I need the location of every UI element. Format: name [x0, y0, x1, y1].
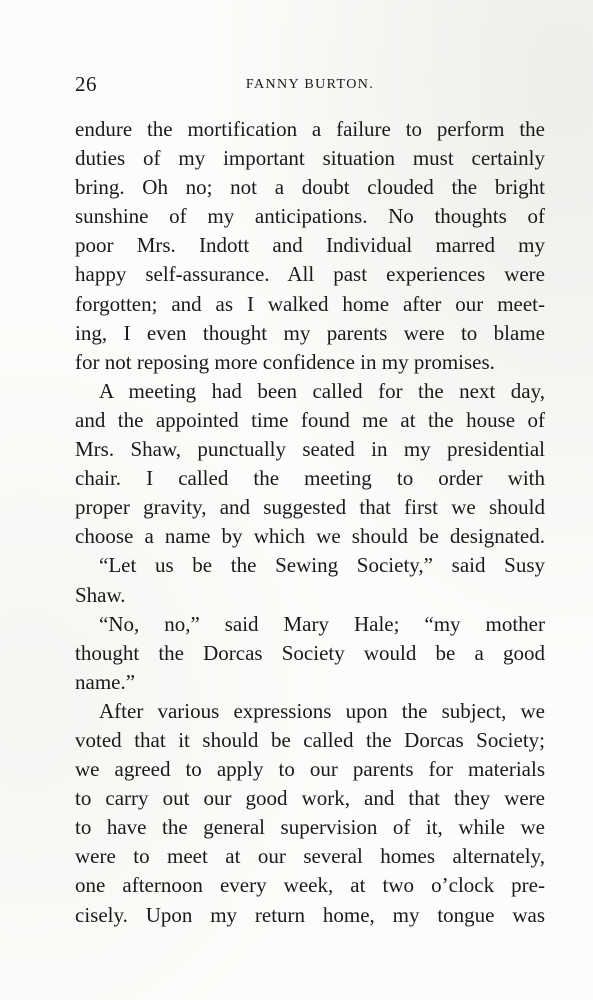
text-line: voted that it should be called the Dorcas Society;: [75, 727, 545, 752]
text-line: endure the mortification a failure to perform the: [75, 117, 545, 141]
text-line: thought the Dorcas Society would be a good: [75, 640, 545, 665]
text-line: to have the general supervision of it, while we: [75, 815, 545, 840]
page-number: 26: [75, 72, 97, 96]
text-line: chair. I called the meeting to order with: [75, 466, 545, 491]
text-line: choose a name by which we should be designated.: [75, 524, 545, 549]
text-line: name.”: [75, 669, 136, 694]
text-line: were to meet at our several homes alternately,: [75, 844, 545, 869]
running-head: FANNY BURTON.: [245, 77, 375, 92]
text-line: we agreed to apply to our parents for materials: [75, 757, 545, 782]
text-line: After various expressions upon the subject, we: [99, 698, 545, 723]
text-line: sunshine of my anticipations. No thoughts of: [75, 204, 545, 229]
text-line: “No, no,” said Mary Hale; “my mother: [99, 611, 545, 636]
text-line: duties of my important situation must certainly: [75, 146, 545, 171]
text-line: bring. Oh no; not a doubt clouded the bright: [75, 175, 545, 200]
text-line: one afternoon every week, at two o’clock pre-: [75, 873, 545, 898]
text-line: Shaw.: [75, 582, 126, 607]
text-line: proper gravity, and suggested that first we should: [75, 495, 545, 520]
text-line: ing, I even thought my parents were to blame: [75, 320, 545, 345]
text-line: A meeting had been called for the next day,: [99, 378, 545, 403]
text-line: to carry out our good work, and that they were: [75, 786, 545, 811]
text-line: happy self-assurance. All past experiences were: [75, 262, 545, 287]
text-line: and the appointed time found me at the house of: [75, 407, 545, 432]
text-line: for not reposing more confidence in my promises.: [75, 349, 495, 374]
page-header: [75, 72, 545, 102]
text-line: poor Mrs. Indott and Individual marred my: [75, 233, 545, 258]
text-line: cisely. Upon my return home, my tongue was: [75, 902, 545, 927]
text-line: forgotten; and as I walked home after our meet-: [75, 291, 545, 316]
text-line: Mrs. Shaw, punctually seated in my presidential: [75, 437, 545, 462]
text-line: “Let us be the Sewing Society,” said Susy: [99, 553, 545, 578]
body-text: [75, 115, 545, 930]
